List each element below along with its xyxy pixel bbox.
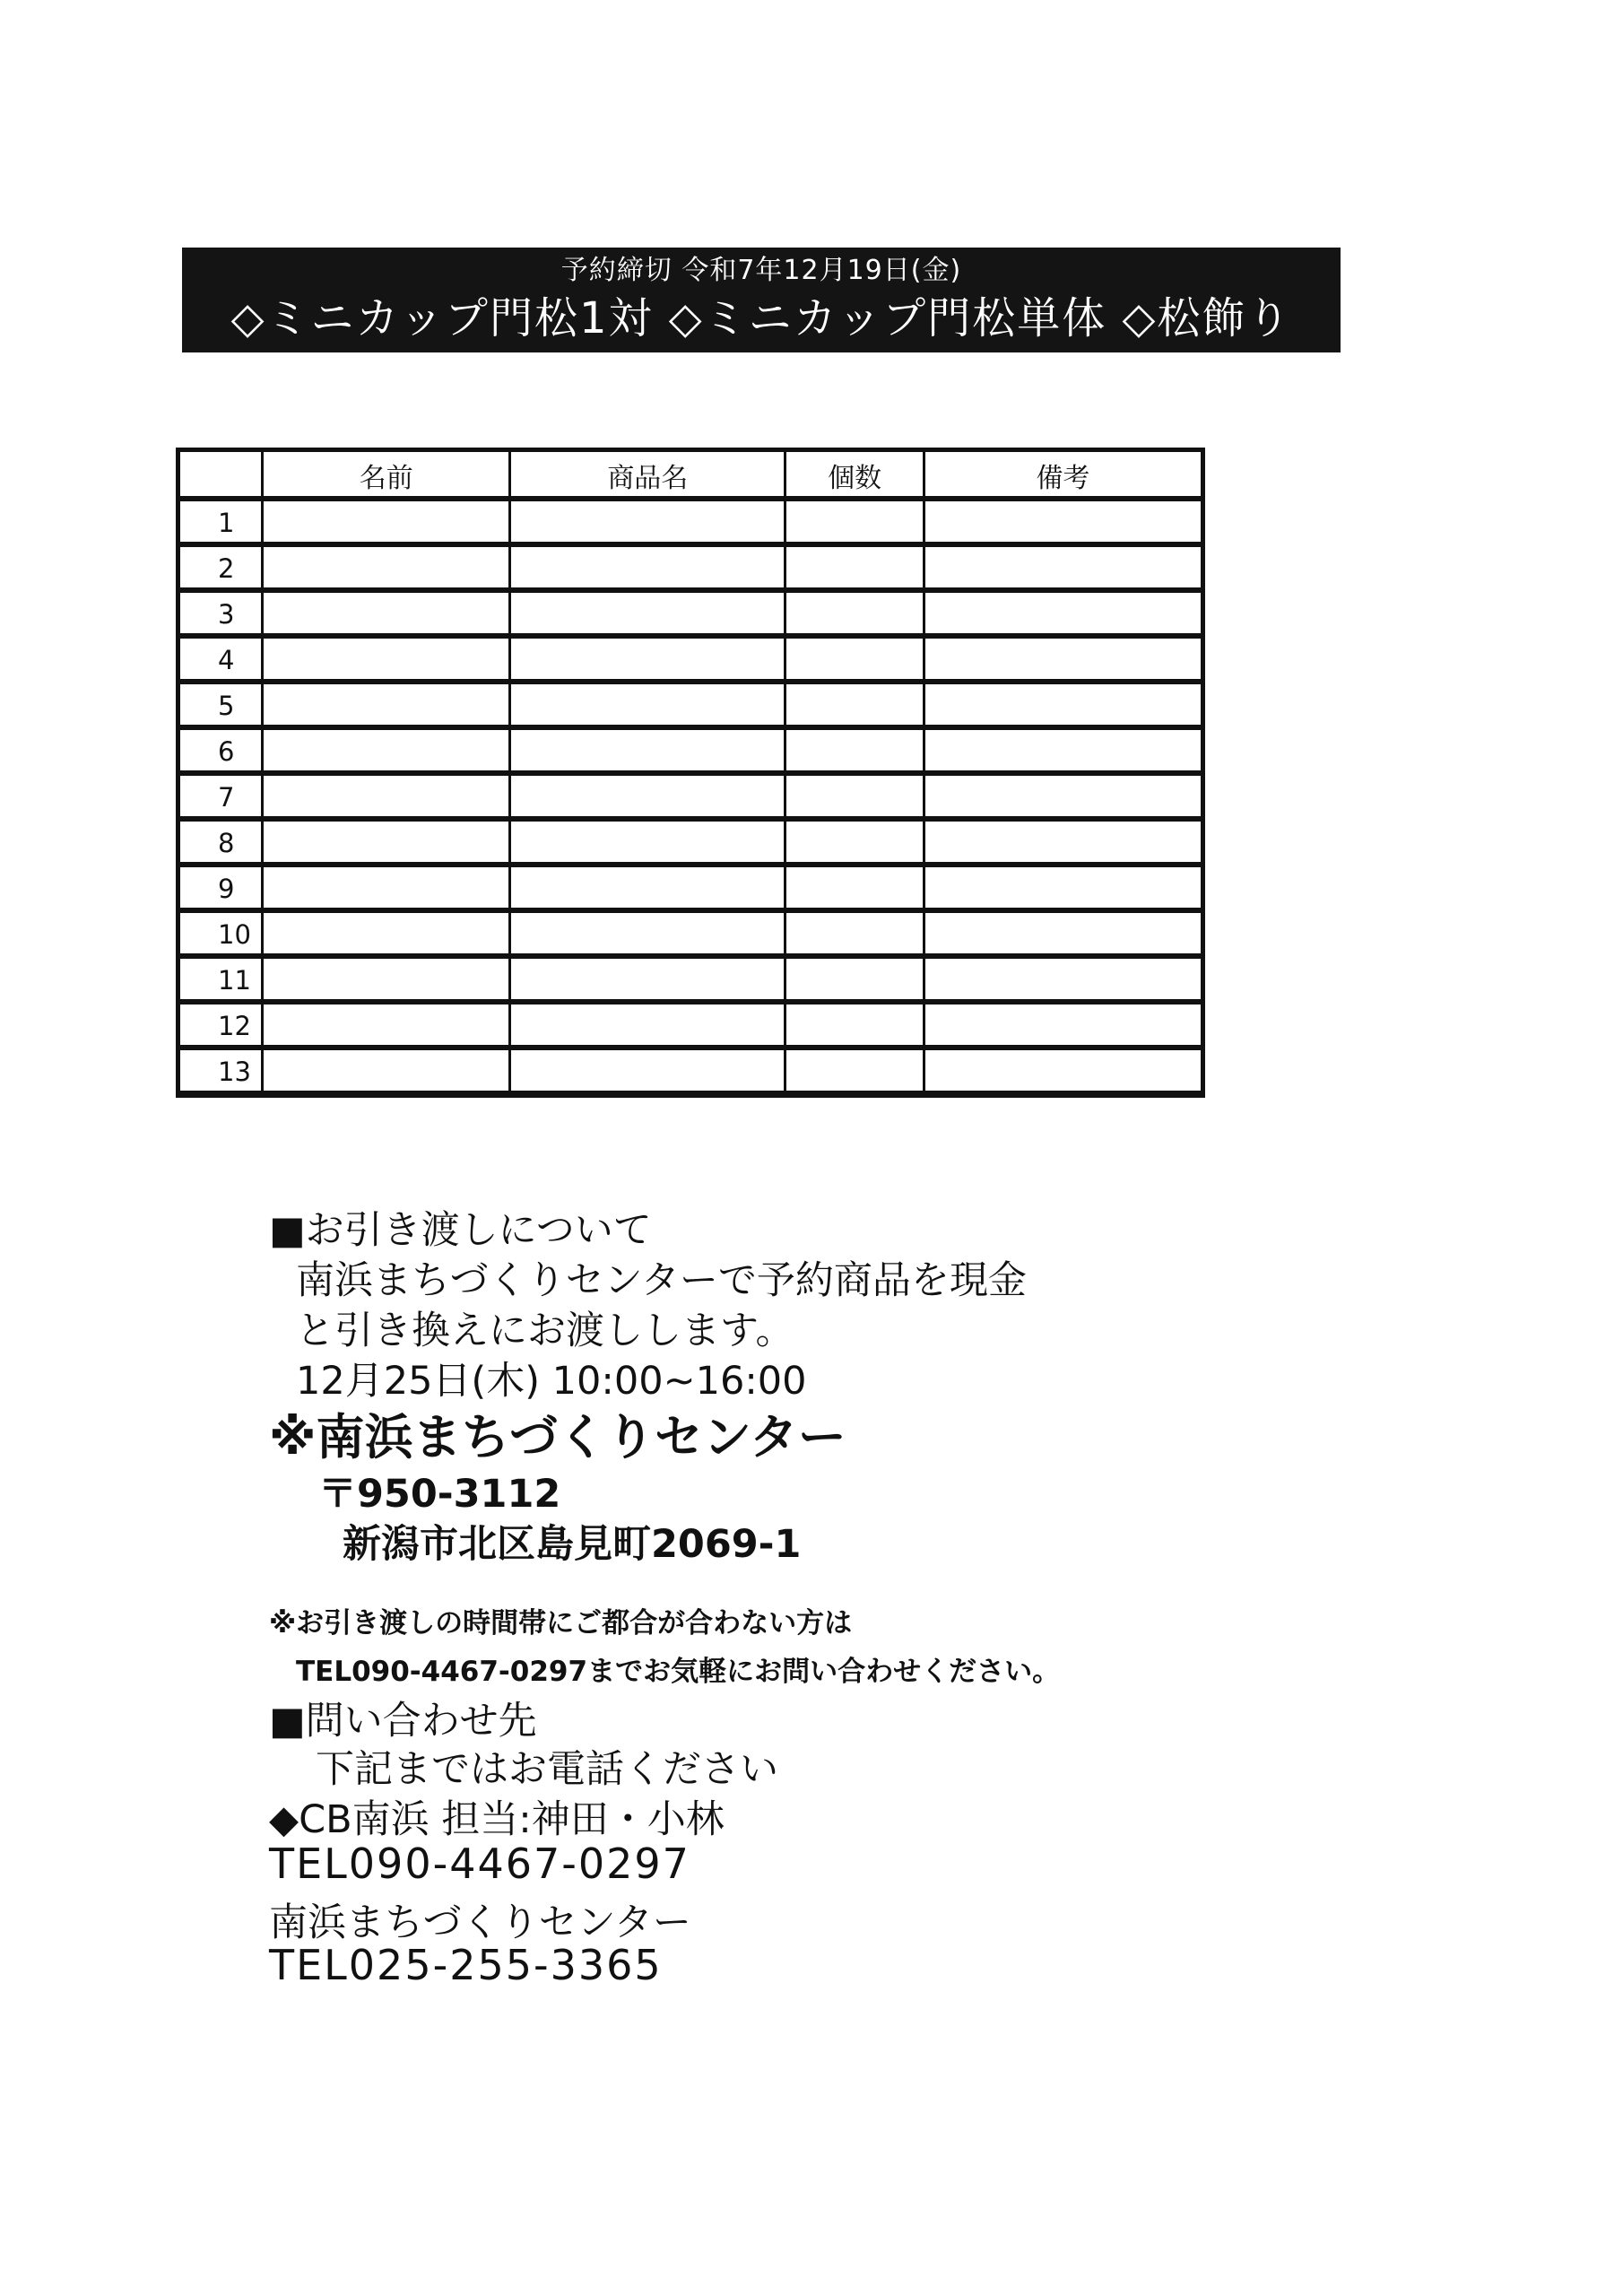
name-cell[interactable]	[263, 546, 510, 592]
name-cell[interactable]	[263, 500, 510, 546]
name-cell[interactable]	[263, 638, 510, 683]
note-line-1: ※お引き渡しの時間帯にご都合が合わない方は	[269, 1607, 853, 1639]
postal-code: 〒950-3112	[318, 1472, 561, 1517]
row-number: 10	[178, 912, 263, 958]
table-row	[178, 958, 1203, 1004]
contact-tel-2: TEL025-255-3365	[269, 1941, 663, 1989]
header-number	[178, 450, 263, 500]
row-number: 1	[178, 500, 263, 546]
delivery-heading: ■お引き渡しについて	[269, 1208, 652, 1253]
remarks-cell[interactable]	[924, 638, 1202, 683]
table-row	[178, 546, 1203, 592]
remarks-cell[interactable]	[924, 1049, 1202, 1096]
product-cell[interactable]	[510, 500, 785, 546]
row-number: 7	[178, 775, 263, 821]
remarks-cell[interactable]	[924, 683, 1202, 729]
header-product: 商品名	[510, 450, 785, 500]
remarks-cell[interactable]	[924, 592, 1202, 638]
row-number: 3	[178, 592, 263, 638]
product-cell[interactable]	[510, 775, 785, 821]
table-row	[178, 1004, 1203, 1049]
table-row	[178, 638, 1203, 683]
contact-line-1: 下記まではお電話ください	[316, 1747, 778, 1792]
table-row	[178, 912, 1203, 958]
header-remarks: 備考	[924, 450, 1202, 500]
table-row	[178, 775, 1203, 821]
row-number: 6	[178, 729, 263, 775]
table-row	[178, 500, 1203, 546]
product-cell[interactable]	[510, 1049, 785, 1096]
name-cell[interactable]	[263, 1004, 510, 1049]
product-cell[interactable]	[510, 866, 785, 912]
row-number: 4	[178, 638, 263, 683]
remarks-cell[interactable]	[924, 546, 1202, 592]
header-name: 名前	[263, 450, 510, 500]
table-row	[178, 1049, 1203, 1096]
quantity-cell[interactable]	[785, 592, 924, 638]
product-cell[interactable]	[510, 638, 785, 683]
name-cell[interactable]	[263, 1049, 510, 1096]
remarks-cell[interactable]	[924, 729, 1202, 775]
table-row	[178, 729, 1203, 775]
reservation-deadline: 予約締切 令和7年12月19日(金)	[560, 255, 962, 286]
quantity-cell[interactable]	[785, 729, 924, 775]
table-header-row	[178, 450, 1203, 500]
quantity-cell[interactable]	[785, 912, 924, 958]
quantity-cell[interactable]	[785, 638, 924, 683]
name-cell[interactable]	[263, 866, 510, 912]
row-number: 5	[178, 683, 263, 729]
row-number: 2	[178, 546, 263, 592]
product-cell[interactable]	[510, 958, 785, 1004]
quantity-cell[interactable]	[785, 866, 924, 912]
product-cell[interactable]	[510, 546, 785, 592]
header-quantity: 個数	[785, 450, 924, 500]
contact-center: 南浜まちづくりセンター	[269, 1900, 691, 1945]
table-row	[178, 592, 1203, 638]
contact-org: ◆CB南浜 担当:神田・小林	[269, 1797, 725, 1842]
name-cell[interactable]	[263, 958, 510, 1004]
quantity-cell[interactable]	[785, 775, 924, 821]
quantity-cell[interactable]	[785, 546, 924, 592]
name-cell[interactable]	[263, 775, 510, 821]
product-cell[interactable]	[510, 683, 785, 729]
address: 新潟市北区島見町2069-1	[343, 1522, 802, 1567]
table-row	[178, 866, 1203, 912]
product-cell[interactable]	[510, 821, 785, 866]
delivery-line-1: 南浜まちづくりセンターで予約商品を現金	[296, 1258, 1027, 1303]
remarks-cell[interactable]	[924, 500, 1202, 546]
name-cell[interactable]	[263, 592, 510, 638]
remarks-cell[interactable]	[924, 821, 1202, 866]
quantity-cell[interactable]	[785, 500, 924, 546]
name-cell[interactable]	[263, 683, 510, 729]
contact-heading: ■問い合わせ先	[269, 1699, 537, 1744]
remarks-cell[interactable]	[924, 912, 1202, 958]
product-list: ◇ミニカップ門松1対 ◇ミニカップ門松単体 ◇松飾り	[230, 293, 1292, 344]
row-number: 8	[178, 821, 263, 866]
product-cell[interactable]	[510, 1004, 785, 1049]
remarks-cell[interactable]	[924, 958, 1202, 1004]
remarks-cell[interactable]	[924, 1004, 1202, 1049]
product-cell[interactable]	[510, 912, 785, 958]
venue-name: ※南浜まちづくりセンター	[269, 1409, 846, 1465]
row-number: 11	[178, 958, 263, 1004]
reservation-table	[176, 448, 1205, 1098]
name-cell[interactable]	[263, 729, 510, 775]
row-number: 12	[178, 1004, 263, 1049]
table-row	[178, 821, 1203, 866]
product-cell[interactable]	[510, 729, 785, 775]
contact-tel-1: TEL090-4467-0297	[269, 1839, 690, 1888]
header-banner	[182, 248, 1341, 352]
delivery-datetime: 12月25日(木) 10:00~16:00	[296, 1359, 807, 1404]
quantity-cell[interactable]	[785, 1049, 924, 1096]
quantity-cell[interactable]	[785, 821, 924, 866]
row-number: 9	[178, 866, 263, 912]
name-cell[interactable]	[263, 821, 510, 866]
row-number: 13	[178, 1049, 263, 1096]
note-line-2: TEL090-4467-0297までお気軽にお問い合わせください。	[296, 1656, 1061, 1688]
quantity-cell[interactable]	[785, 958, 924, 1004]
product-cell[interactable]	[510, 592, 785, 638]
name-cell[interactable]	[263, 912, 510, 958]
remarks-cell[interactable]	[924, 866, 1202, 912]
quantity-cell[interactable]	[785, 1004, 924, 1049]
delivery-line-2: と引き換えにお渡しします。	[296, 1309, 794, 1353]
table-row	[178, 683, 1203, 729]
remarks-cell[interactable]	[924, 775, 1202, 821]
quantity-cell[interactable]	[785, 683, 924, 729]
